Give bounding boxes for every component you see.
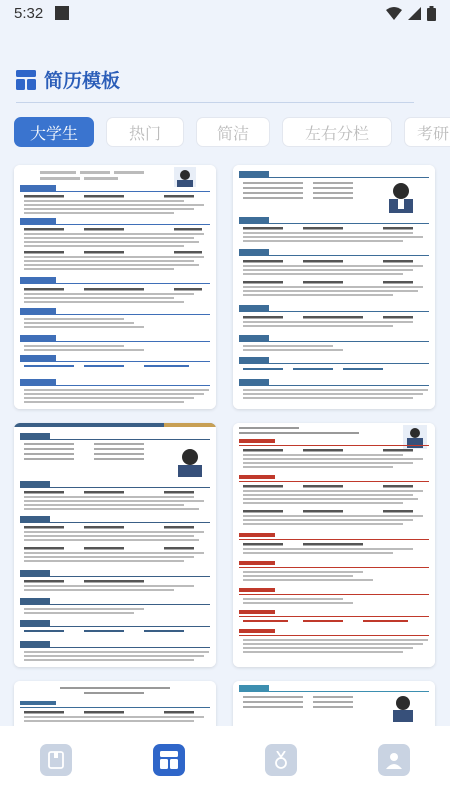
status-time: 5:32	[14, 4, 44, 22]
template-grid-icon	[16, 70, 36, 90]
battery-icon	[427, 6, 436, 21]
resume-book-icon	[48, 751, 64, 769]
tab-college-student[interactable]: 大学生	[14, 117, 94, 147]
signal-icon	[408, 7, 421, 20]
template-preview-image	[14, 423, 216, 667]
nav-templates-button[interactable]	[153, 744, 185, 776]
nav-profile-button[interactable]	[378, 744, 410, 776]
template-card[interactable]	[233, 423, 435, 667]
tab-popular[interactable]: 热门	[106, 117, 184, 147]
template-card[interactable]	[14, 165, 216, 409]
tab-simple[interactable]: 简洁	[196, 117, 270, 147]
medal-icon	[274, 751, 288, 769]
template-card[interactable]	[233, 165, 435, 409]
template-preview-image	[233, 423, 435, 667]
nav-resume-button[interactable]	[40, 744, 72, 776]
template-preview-image	[233, 165, 435, 409]
tab-postgrad[interactable]: 考研	[404, 117, 450, 147]
tab-two-column[interactable]: 左右分栏	[282, 117, 392, 147]
bottom-nav	[0, 726, 450, 799]
category-tabs	[14, 117, 450, 147]
status-bar	[0, 0, 450, 26]
header-divider	[16, 102, 414, 103]
notification-icon	[55, 6, 69, 20]
template-preview-image	[14, 165, 216, 409]
user-profile-icon	[385, 751, 403, 769]
template-grid-icon	[160, 751, 178, 769]
nav-achievements-button[interactable]	[265, 744, 297, 776]
page-header	[16, 66, 120, 93]
page-title: 简历模板	[44, 70, 121, 92]
template-card[interactable]	[14, 423, 216, 667]
wifi-icon	[386, 7, 402, 20]
